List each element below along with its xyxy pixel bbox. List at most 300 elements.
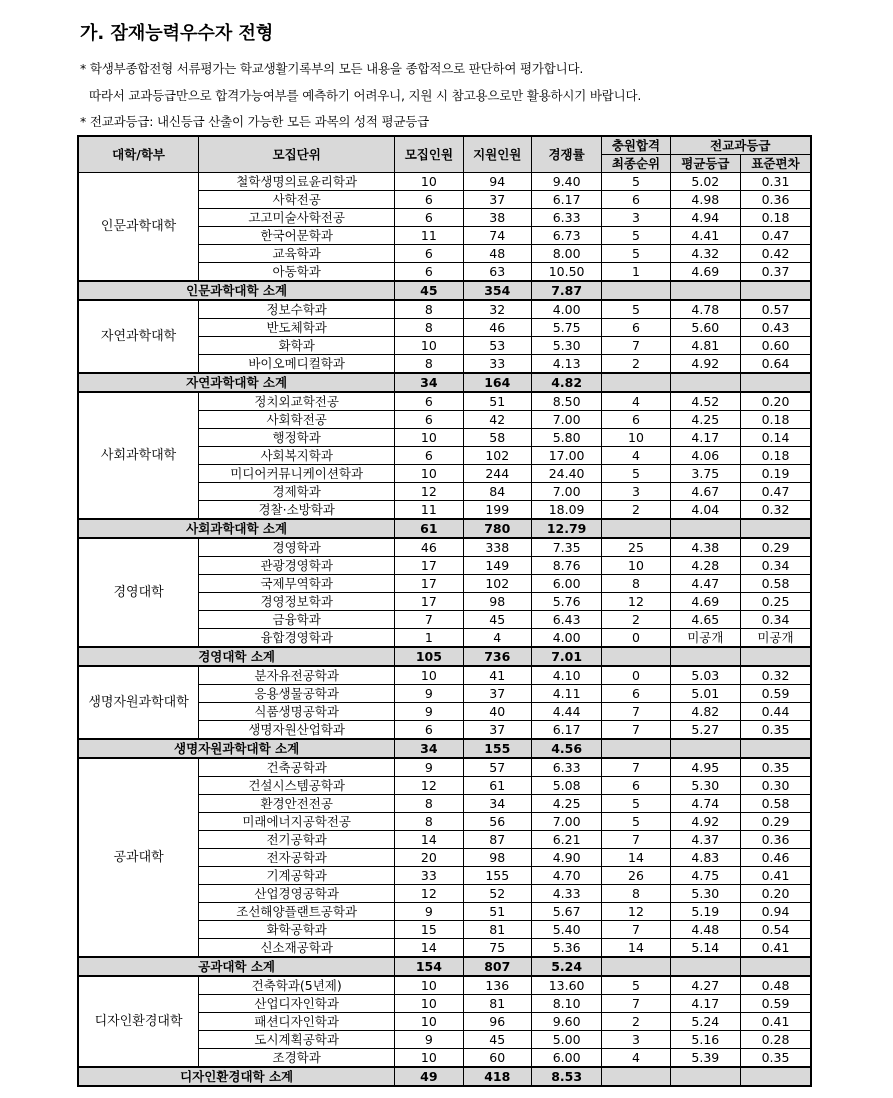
quota-cell: 33 [395, 867, 463, 885]
rank-cell: 1 [602, 263, 670, 282]
std-cell: 0.29 [741, 813, 811, 831]
page-title: 가. 잠재능력우수자 전형 [80, 23, 274, 44]
quota-cell: 12 [395, 483, 463, 501]
subtotal-empty-cell [602, 957, 670, 976]
rank-cell: 6 [602, 319, 670, 337]
ratio-cell: 9.60 [531, 1013, 601, 1031]
quota-cell: 6 [395, 392, 463, 411]
subtotal-empty-cell [741, 373, 811, 392]
ratio-cell: 5.36 [531, 939, 601, 958]
rank-cell: 4 [602, 447, 670, 465]
applicants-cell: 41 [463, 666, 531, 685]
rank-cell: 5 [602, 465, 670, 483]
std-cell: 0.46 [741, 849, 811, 867]
subtotal-empty-cell [670, 1067, 740, 1086]
avg-cell: 4.69 [670, 263, 740, 282]
subtotal-quota: 34 [395, 739, 463, 758]
rank-cell: 7 [602, 721, 670, 740]
dept-cell: 사회복지학과 [199, 447, 395, 465]
ratio-cell: 18.09 [531, 501, 601, 520]
dept-cell: 생명자원산업학과 [199, 721, 395, 740]
applicants-cell: 4 [463, 629, 531, 648]
quota-cell: 17 [395, 557, 463, 575]
quota-cell: 46 [395, 538, 463, 557]
std-cell: 0.37 [741, 263, 811, 282]
applicants-cell: 38 [463, 209, 531, 227]
rank-cell: 10 [602, 557, 670, 575]
subtotal-ratio: 12.79 [531, 519, 601, 538]
std-cell: 0.43 [741, 319, 811, 337]
std-cell: 0.36 [741, 191, 811, 209]
avg-cell: 4.25 [670, 411, 740, 429]
ratio-cell: 4.90 [531, 849, 601, 867]
header-avg: 평균등급 [670, 155, 740, 173]
applicants-cell: 51 [463, 903, 531, 921]
avg-cell: 5.27 [670, 721, 740, 740]
avg-cell: 미공개 [670, 629, 740, 648]
rank-cell: 8 [602, 575, 670, 593]
subtotal-applicants: 155 [463, 739, 531, 758]
avg-cell: 4.81 [670, 337, 740, 355]
subtotal-applicants: 780 [463, 519, 531, 538]
quota-cell: 1 [395, 629, 463, 648]
quota-cell: 6 [395, 263, 463, 282]
subtotal-label: 경영대학 소계 [78, 647, 395, 666]
avg-cell: 4.52 [670, 392, 740, 411]
std-cell: 0.47 [741, 227, 811, 245]
avg-cell: 4.41 [670, 227, 740, 245]
dept-cell: 분자유전공학과 [199, 666, 395, 685]
subtotal-ratio: 7.87 [531, 281, 601, 300]
rank-cell: 3 [602, 209, 670, 227]
ratio-cell: 24.40 [531, 465, 601, 483]
quota-cell: 9 [395, 685, 463, 703]
quota-cell: 10 [395, 995, 463, 1013]
applicants-cell: 46 [463, 319, 531, 337]
std-cell: 0.31 [741, 173, 811, 191]
subtotal-applicants: 807 [463, 957, 531, 976]
subtotal-empty-cell [602, 281, 670, 300]
header-rank-line1: 충원합격 [602, 136, 670, 155]
dept-cell: 아동학과 [199, 263, 395, 282]
ratio-cell: 5.75 [531, 319, 601, 337]
ratio-cell: 8.76 [531, 557, 601, 575]
quota-cell: 6 [395, 447, 463, 465]
ratio-cell: 4.00 [531, 300, 601, 319]
dept-cell: 정치외교학전공 [199, 392, 395, 411]
ratio-cell: 4.10 [531, 666, 601, 685]
subtotal-empty-cell [602, 1067, 670, 1086]
ratio-cell: 5.80 [531, 429, 601, 447]
applicants-cell: 75 [463, 939, 531, 958]
applicants-cell: 40 [463, 703, 531, 721]
rank-cell: 4 [602, 392, 670, 411]
std-cell: 0.14 [741, 429, 811, 447]
quota-cell: 10 [395, 337, 463, 355]
college-name: 디자인환경대학 [78, 976, 199, 1067]
quota-cell: 6 [395, 191, 463, 209]
college-name: 자연과학대학 [78, 300, 199, 373]
applicants-cell: 37 [463, 191, 531, 209]
dept-cell: 건설시스템공학과 [199, 777, 395, 795]
applicants-cell: 58 [463, 429, 531, 447]
applicants-cell: 94 [463, 173, 531, 191]
std-cell: 0.41 [741, 867, 811, 885]
subtotal-row [78, 739, 811, 758]
ratio-cell: 5.67 [531, 903, 601, 921]
applicants-cell: 37 [463, 721, 531, 740]
avg-cell: 4.69 [670, 593, 740, 611]
subtotal-empty-cell [670, 281, 740, 300]
avg-cell: 5.02 [670, 173, 740, 191]
ratio-cell: 5.08 [531, 777, 601, 795]
std-cell: 0.34 [741, 557, 811, 575]
rank-cell: 4 [602, 1049, 670, 1068]
dept-cell: 화학과 [199, 337, 395, 355]
applicants-cell: 149 [463, 557, 531, 575]
std-cell: 0.32 [741, 501, 811, 520]
dept-cell: 행정학과 [199, 429, 395, 447]
ratio-cell: 4.25 [531, 795, 601, 813]
rank-cell: 6 [602, 411, 670, 429]
std-cell: 0.41 [741, 939, 811, 958]
dept-cell: 사회학전공 [199, 411, 395, 429]
table-row [78, 758, 811, 777]
subtotal-empty-cell [670, 647, 740, 666]
applicants-cell: 96 [463, 1013, 531, 1031]
applicants-cell: 136 [463, 976, 531, 995]
quota-cell: 10 [395, 666, 463, 685]
quota-cell: 6 [395, 411, 463, 429]
ratio-cell: 6.43 [531, 611, 601, 629]
subtotal-applicants: 164 [463, 373, 531, 392]
college-name: 사회과학대학 [78, 392, 199, 519]
quota-cell: 11 [395, 227, 463, 245]
avg-cell: 5.16 [670, 1031, 740, 1049]
std-cell: 0.20 [741, 885, 811, 903]
ratio-cell: 4.44 [531, 703, 601, 721]
applicants-cell: 32 [463, 300, 531, 319]
avg-cell: 4.38 [670, 538, 740, 557]
rank-cell: 12 [602, 903, 670, 921]
std-cell: 0.35 [741, 758, 811, 777]
applicants-cell: 33 [463, 355, 531, 374]
applicants-cell: 155 [463, 867, 531, 885]
subtotal-empty-cell [602, 647, 670, 666]
avg-cell: 4.65 [670, 611, 740, 629]
subtotal-empty-cell [602, 739, 670, 758]
avg-cell: 5.30 [670, 885, 740, 903]
avg-cell: 4.98 [670, 191, 740, 209]
quota-cell: 17 [395, 575, 463, 593]
subtotal-empty-cell [741, 519, 811, 538]
avg-cell: 5.03 [670, 666, 740, 685]
rank-cell: 26 [602, 867, 670, 885]
quota-cell: 8 [395, 300, 463, 319]
std-cell: 0.94 [741, 903, 811, 921]
applicants-cell: 98 [463, 849, 531, 867]
subtotal-empty-cell [741, 957, 811, 976]
rank-cell: 5 [602, 245, 670, 263]
table-body [78, 173, 811, 1087]
dept-cell: 건축공학과 [199, 758, 395, 777]
rank-cell: 5 [602, 227, 670, 245]
rank-cell: 7 [602, 337, 670, 355]
quota-cell: 17 [395, 593, 463, 611]
std-cell: 0.29 [741, 538, 811, 557]
subtotal-row [78, 519, 811, 538]
std-cell: 0.59 [741, 685, 811, 703]
dept-cell: 화학공학과 [199, 921, 395, 939]
ratio-cell: 17.00 [531, 447, 601, 465]
quota-cell: 6 [395, 245, 463, 263]
ratio-cell: 6.73 [531, 227, 601, 245]
applicants-cell: 87 [463, 831, 531, 849]
subtotal-quota: 34 [395, 373, 463, 392]
note-reference-only: 따라서 교과등급만으로 합격가능여부를 예측하기 어려우니, 지원 시 참고용으로만 활용하시기 바랍니다. [89, 88, 642, 103]
quota-cell: 8 [395, 355, 463, 374]
avg-cell: 4.17 [670, 429, 740, 447]
ratio-cell: 4.33 [531, 885, 601, 903]
applicants-cell: 34 [463, 795, 531, 813]
subtotal-empty-cell [670, 519, 740, 538]
rank-cell: 2 [602, 501, 670, 520]
applicants-cell: 45 [463, 1031, 531, 1049]
quota-cell: 15 [395, 921, 463, 939]
std-cell: 0.35 [741, 721, 811, 740]
rank-cell: 12 [602, 593, 670, 611]
ratio-cell: 7.00 [531, 813, 601, 831]
quota-cell: 10 [395, 173, 463, 191]
applicants-cell: 60 [463, 1049, 531, 1068]
header-rank-line2: 최종순위 [602, 155, 670, 173]
rank-cell: 0 [602, 629, 670, 648]
subtotal-ratio: 8.53 [531, 1067, 601, 1086]
header-dept: 모집단위 [199, 136, 395, 173]
subtotal-row [78, 373, 811, 392]
ratio-cell: 4.70 [531, 867, 601, 885]
rank-cell: 2 [602, 611, 670, 629]
subtotal-label: 공과대학 소계 [78, 957, 395, 976]
dept-cell: 교육학과 [199, 245, 395, 263]
ratio-cell: 7.00 [531, 483, 601, 501]
applicants-cell: 53 [463, 337, 531, 355]
table-row [78, 392, 811, 411]
dept-cell: 사학전공 [199, 191, 395, 209]
applicants-cell: 63 [463, 263, 531, 282]
note-grade-definition: * 전교과등급: 내신등급 산출이 가능한 모든 과목의 성적 평균등급 [80, 114, 429, 129]
ratio-cell: 13.60 [531, 976, 601, 995]
subtotal-row [78, 957, 811, 976]
rank-cell: 14 [602, 849, 670, 867]
std-cell: 0.64 [741, 355, 811, 374]
ratio-cell: 5.30 [531, 337, 601, 355]
avg-cell: 4.92 [670, 813, 740, 831]
avg-cell: 4.82 [670, 703, 740, 721]
applicants-cell: 51 [463, 392, 531, 411]
std-cell: 0.36 [741, 831, 811, 849]
dept-cell: 정보수학과 [199, 300, 395, 319]
subtotal-row [78, 1067, 811, 1086]
quota-cell: 10 [395, 976, 463, 995]
quota-cell: 10 [395, 1013, 463, 1031]
subtotal-row [78, 281, 811, 300]
dept-cell: 식품생명공학과 [199, 703, 395, 721]
std-cell: 0.48 [741, 976, 811, 995]
rank-cell: 6 [602, 191, 670, 209]
subtotal-ratio: 7.01 [531, 647, 601, 666]
quota-cell: 14 [395, 831, 463, 849]
ratio-cell: 7.35 [531, 538, 601, 557]
avg-cell: 5.14 [670, 939, 740, 958]
quota-cell: 8 [395, 319, 463, 337]
subtotal-label: 사회과학대학 소계 [78, 519, 395, 538]
dept-cell: 패션디자인학과 [199, 1013, 395, 1031]
dept-cell: 산업디자인학과 [199, 995, 395, 1013]
ratio-cell: 5.00 [531, 1031, 601, 1049]
std-cell: 0.25 [741, 593, 811, 611]
ratio-cell: 6.33 [531, 758, 601, 777]
subtotal-quota: 49 [395, 1067, 463, 1086]
avg-cell: 4.06 [670, 447, 740, 465]
avg-cell: 5.30 [670, 777, 740, 795]
subtotal-applicants: 354 [463, 281, 531, 300]
avg-cell: 5.01 [670, 685, 740, 703]
subtotal-label: 생명자원과학대학 소계 [78, 739, 395, 758]
rank-cell: 10 [602, 429, 670, 447]
quota-cell: 9 [395, 703, 463, 721]
applicants-cell: 199 [463, 501, 531, 520]
college-name: 생명자원과학대학 [78, 666, 199, 739]
subtotal-quota: 61 [395, 519, 463, 538]
dept-cell: 전기공학과 [199, 831, 395, 849]
quota-cell: 10 [395, 1049, 463, 1068]
dept-cell: 미래에너지공학전공 [199, 813, 395, 831]
quota-cell: 9 [395, 1031, 463, 1049]
avg-cell: 5.24 [670, 1013, 740, 1031]
rank-cell: 2 [602, 355, 670, 374]
subtotal-empty-cell [670, 373, 740, 392]
subtotal-label: 인문과학대학 소계 [78, 281, 395, 300]
table-row [78, 173, 811, 191]
subtotal-label: 디자인환경대학 소계 [78, 1067, 395, 1086]
ratio-cell: 6.33 [531, 209, 601, 227]
std-cell: 0.18 [741, 411, 811, 429]
ratio-cell: 6.17 [531, 721, 601, 740]
rank-cell: 2 [602, 1013, 670, 1031]
table-row [78, 976, 811, 995]
ratio-cell: 6.17 [531, 191, 601, 209]
applicants-cell: 48 [463, 245, 531, 263]
quota-cell: 9 [395, 758, 463, 777]
applicants-cell: 37 [463, 685, 531, 703]
avg-cell: 5.19 [670, 903, 740, 921]
dept-cell: 국제무역학과 [199, 575, 395, 593]
dept-cell: 경찰·소방학과 [199, 501, 395, 520]
std-cell: 0.59 [741, 995, 811, 1013]
subtotal-quota: 45 [395, 281, 463, 300]
quota-cell: 20 [395, 849, 463, 867]
ratio-cell: 4.13 [531, 355, 601, 374]
avg-cell: 4.83 [670, 849, 740, 867]
std-cell: 0.57 [741, 300, 811, 319]
dept-cell: 기계공학과 [199, 867, 395, 885]
std-cell: 0.44 [741, 703, 811, 721]
applicants-cell: 84 [463, 483, 531, 501]
avg-cell: 4.32 [670, 245, 740, 263]
table-row [78, 538, 811, 557]
dept-cell: 환경안전전공 [199, 795, 395, 813]
ratio-cell: 6.00 [531, 575, 601, 593]
rank-cell: 5 [602, 300, 670, 319]
ratio-cell: 7.00 [531, 411, 601, 429]
dept-cell: 조경학과 [199, 1049, 395, 1068]
avg-cell: 4.75 [670, 867, 740, 885]
std-cell: 0.60 [741, 337, 811, 355]
quota-cell: 10 [395, 465, 463, 483]
quota-cell: 14 [395, 939, 463, 958]
college-name: 공과대학 [78, 758, 199, 957]
quota-cell: 12 [395, 885, 463, 903]
header-std: 표준편차 [741, 155, 811, 173]
quota-cell: 11 [395, 501, 463, 520]
subtotal-row [78, 647, 811, 666]
rank-cell: 7 [602, 703, 670, 721]
applicants-cell: 102 [463, 447, 531, 465]
avg-cell: 4.04 [670, 501, 740, 520]
dept-cell: 반도체학과 [199, 319, 395, 337]
rank-cell: 7 [602, 995, 670, 1013]
ratio-cell: 8.50 [531, 392, 601, 411]
header-applicants: 지원인원 [463, 136, 531, 173]
subtotal-empty-cell [741, 647, 811, 666]
std-cell: 0.54 [741, 921, 811, 939]
ratio-cell: 4.11 [531, 685, 601, 703]
std-cell: 0.34 [741, 611, 811, 629]
rank-cell: 14 [602, 939, 670, 958]
rank-cell: 3 [602, 483, 670, 501]
subtotal-ratio: 4.82 [531, 373, 601, 392]
header-college: 대학/학부 [78, 136, 199, 173]
std-cell: 0.19 [741, 465, 811, 483]
applicants-cell: 57 [463, 758, 531, 777]
std-cell: 미공개 [741, 629, 811, 648]
rank-cell: 7 [602, 921, 670, 939]
rank-cell: 6 [602, 685, 670, 703]
avg-cell: 4.17 [670, 995, 740, 1013]
rank-cell: 0 [602, 666, 670, 685]
applicants-cell: 81 [463, 921, 531, 939]
dept-cell: 산업경영공학과 [199, 885, 395, 903]
dept-cell: 경제학과 [199, 483, 395, 501]
avg-cell: 4.74 [670, 795, 740, 813]
dept-cell: 미디어커뮤니케이션학과 [199, 465, 395, 483]
dept-cell: 신소재공학과 [199, 939, 395, 958]
applicants-cell: 338 [463, 538, 531, 557]
rank-cell: 5 [602, 813, 670, 831]
admission-results-table [77, 135, 812, 1087]
subtotal-empty-cell [741, 1067, 811, 1086]
dept-cell: 바이오메디컬학과 [199, 355, 395, 374]
quota-cell: 6 [395, 209, 463, 227]
std-cell: 0.47 [741, 483, 811, 501]
note-evaluation: * 학생부종합전형 서류평가는 학교생활기록부의 모든 내용을 종합적으로 판단하여 평가합니다. [80, 61, 584, 76]
applicants-cell: 42 [463, 411, 531, 429]
applicants-cell: 52 [463, 885, 531, 903]
subtotal-applicants: 736 [463, 647, 531, 666]
std-cell: 0.58 [741, 575, 811, 593]
rank-cell: 7 [602, 758, 670, 777]
